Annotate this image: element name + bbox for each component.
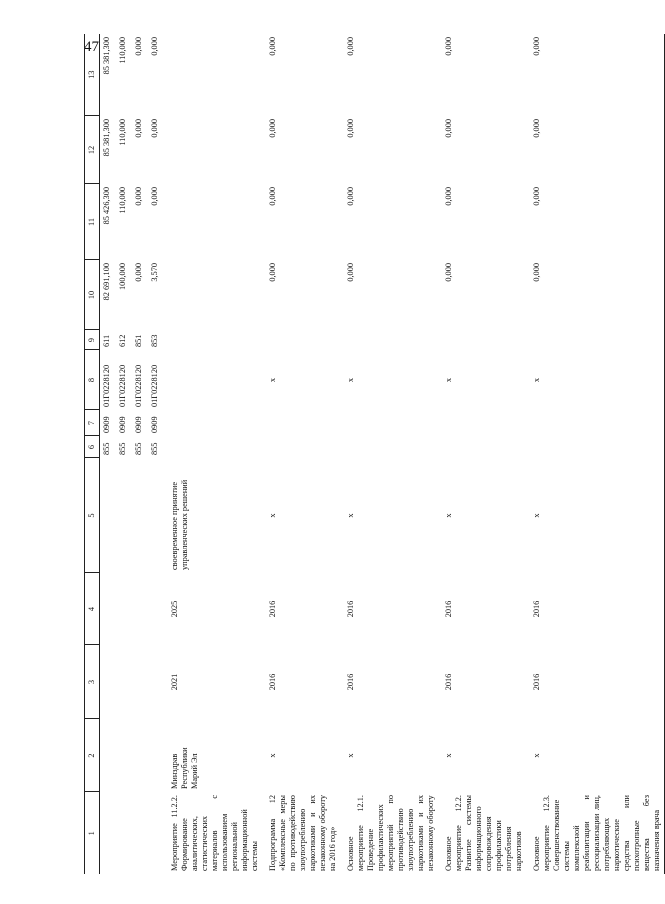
cell-value-col12: 110,000 — [118, 119, 127, 146]
cell-result: х — [268, 513, 277, 518]
cell-value-col10 — [164, 260, 262, 330]
cell-value-col11: 0,000 — [134, 187, 143, 206]
col-header-2: 2 — [85, 719, 100, 792]
cell-value-col10: 0,000 — [346, 263, 355, 282]
cell-grbs — [164, 436, 262, 458]
cell-responsible: х — [526, 719, 665, 792]
cell-value-col11: 0,000 — [444, 187, 453, 206]
cell-result: х — [444, 513, 453, 518]
cell-value-col13: 85 381,300 — [102, 37, 111, 75]
cell-csr: х — [346, 377, 355, 383]
cell-vr — [526, 330, 665, 350]
rotated-table-canvas — [84, 34, 661, 874]
cell-value-col10: 100,000 — [118, 263, 127, 290]
cell-vr: 853 — [150, 334, 159, 347]
cell-program-name: Основное мероприятие 12.1. Проведение профилактических мероприятий по противодействию злоупотреблению наркотиками и их незаконному обороту — [346, 795, 435, 871]
cell-program-name — [132, 792, 148, 874]
cell-csr: х — [268, 377, 277, 383]
cell-vr: 612 — [118, 334, 127, 347]
col-header-9: 9 — [85, 330, 100, 350]
col-header-8: 8 — [85, 350, 100, 410]
col-header-12: 12 — [85, 116, 100, 184]
cell-grbs — [262, 436, 340, 458]
cell-responsible — [132, 719, 148, 792]
cell-vr — [438, 330, 526, 350]
cell-result — [116, 458, 132, 573]
cell-rzpr — [164, 410, 262, 436]
cell-value-col13 — [164, 34, 262, 116]
cell-start-year: 2021 — [170, 673, 179, 691]
cell-start-year: 2016 — [268, 673, 277, 691]
cell-program-name — [116, 792, 132, 874]
cell-csr: 01Г0228120 — [102, 364, 111, 407]
col-header-1: 1 — [85, 792, 100, 874]
cell-value-col12: 85 381,300 — [102, 119, 111, 157]
cell-grbs: 855 — [150, 442, 159, 455]
cell-csr: х — [444, 377, 453, 383]
cell-value-col10: 82 691,100 — [102, 263, 111, 301]
cell-grbs: 855 — [118, 442, 127, 455]
column-number-header — [85, 34, 100, 874]
cell-value-col11 — [164, 184, 262, 260]
cell-rzpr: 0909 — [150, 416, 159, 433]
cell-program-name: Подпрограмма 12 «Комплексные меры по противодействию злоупотреблению наркотиками и их незаконному обороту на 2016 год» — [268, 795, 337, 871]
table-row — [262, 34, 340, 874]
cell-end-year — [100, 573, 117, 645]
col-header-6: 6 — [85, 436, 100, 458]
cell-value-col10: 0,000 — [444, 263, 453, 282]
cell-result: х — [526, 458, 665, 573]
cell-value-col11: 0,000 — [346, 187, 355, 206]
col-header-11: 11 — [85, 184, 100, 260]
cell-rzpr — [526, 410, 665, 436]
cell-vr — [164, 330, 262, 350]
cell-value-col12: 0,000 — [134, 119, 143, 138]
cell-value-col10: 0,000 — [526, 260, 665, 330]
cell-start-year: 2016 — [346, 673, 355, 691]
cell-vr — [262, 330, 340, 350]
table-row — [164, 34, 262, 874]
cell-end-year — [148, 573, 164, 645]
cell-program-name: Основное мероприятие 12.3. Совершенствование системы комплексной реабилитации и ресоциализации лиц, потребляющих наркотические средства или психотропные вещества без назначения врача — [526, 792, 665, 874]
cell-start-year: 2016 — [444, 673, 453, 691]
rotated-table-stage — [84, 34, 661, 874]
cell-value-col12: 0,000 — [444, 119, 453, 138]
cell-result — [148, 458, 164, 573]
table-row — [148, 34, 164, 874]
table-row — [116, 34, 132, 874]
col-header-3: 3 — [85, 645, 100, 719]
cell-end-year — [132, 573, 148, 645]
cell-csr: 01Г0228120 — [118, 364, 127, 407]
cell-vr — [340, 330, 438, 350]
cell-end-year: 2025 — [170, 600, 179, 618]
cell-csr — [164, 350, 262, 410]
cell-rzpr — [340, 410, 438, 436]
cell-grbs: 855 — [102, 442, 111, 455]
cell-rzpr: 0909 — [118, 416, 127, 433]
cell-end-year: 2016 — [346, 600, 355, 618]
cell-value-col13: 0,000 — [268, 37, 277, 56]
cell-start-year — [148, 645, 164, 719]
col-header-13: 13 — [85, 34, 100, 116]
cell-start-year — [100, 645, 117, 719]
table-row — [340, 34, 438, 874]
cell-rzpr — [262, 410, 340, 436]
cell-start-year: 2016 — [526, 645, 665, 719]
cell-value-col13: 0,000 — [346, 37, 355, 56]
cell-start-year — [116, 645, 132, 719]
cell-value-col12: 0,000 — [268, 119, 277, 138]
cell-program-name — [100, 792, 117, 874]
cell-program-name: Мероприятие 11.2.2. Формирование аналитических, статистических материалов с использованием региональной информационной системы — [170, 795, 259, 871]
page-number: 47 — [84, 39, 99, 55]
cell-rzpr: 0909 — [102, 416, 111, 433]
cell-value-col11: 85 426,300 — [102, 187, 111, 225]
cell-value-col12: 0,000 — [346, 119, 355, 138]
cell-responsible — [100, 719, 117, 792]
table-row — [526, 34, 665, 874]
cell-csr: 01Г0228120 — [134, 364, 143, 407]
cell-end-year — [116, 573, 132, 645]
cell-value-col11: 110,000 — [118, 187, 127, 214]
cell-value-col12: 0,000 — [526, 116, 665, 184]
cell-responsible — [148, 719, 164, 792]
cell-end-year: 2016 — [444, 600, 453, 618]
cell-value-col13: 0,000 — [444, 37, 453, 56]
cell-program-name: Основное мероприятие 12.2. Развитие системы информационного сопровождения профилактики потребления наркотиков — [444, 795, 523, 871]
col-header-4: 4 — [85, 573, 100, 645]
cell-result: х — [346, 513, 355, 518]
cell-value-col13: 0,000 — [526, 34, 665, 116]
cell-vr: 611 — [102, 334, 111, 347]
cell-result: своевременное принятие управленческих решений — [170, 479, 189, 570]
cell-value-col11: 0,000 — [150, 187, 159, 206]
cell-value-col11: 0,000 — [526, 184, 665, 260]
cell-value-col10: 0,000 — [134, 263, 143, 282]
cell-responsible: х — [444, 753, 453, 758]
cell-value-col13: 0,000 — [150, 37, 159, 56]
cell-csr: х — [526, 350, 665, 410]
cell-grbs: 855 — [134, 442, 143, 455]
cell-rzpr — [438, 410, 526, 436]
col-header-10: 10 — [85, 260, 100, 330]
col-header-5: 5 — [85, 458, 100, 573]
table-row — [132, 34, 148, 874]
cell-program-name — [148, 792, 164, 874]
cell-grbs — [340, 436, 438, 458]
col-header-7: 7 — [85, 410, 100, 436]
cell-responsible — [116, 719, 132, 792]
cell-end-year: 2016 — [526, 573, 665, 645]
cell-vr: 851 — [134, 334, 143, 347]
cell-grbs — [438, 436, 526, 458]
cell-responsible: х — [346, 753, 355, 758]
cell-value-col13: 110,000 — [118, 37, 127, 64]
cell-csr: 01Г0228120 — [150, 364, 159, 407]
cell-value-col10: 0,000 — [268, 263, 277, 282]
cell-result — [100, 458, 117, 573]
cell-value-col11: 0,000 — [268, 187, 277, 206]
table-row — [438, 34, 526, 874]
cell-value-col12: 0,000 — [150, 119, 159, 138]
program-table — [84, 34, 665, 874]
cell-start-year — [132, 645, 148, 719]
cell-value-col12 — [164, 116, 262, 184]
cell-value-col13: 0,000 — [134, 37, 143, 56]
cell-end-year: 2016 — [268, 600, 277, 618]
cell-value-col10: 3,570 — [150, 263, 159, 282]
cell-rzpr: 0909 — [134, 416, 143, 433]
cell-result — [132, 458, 148, 573]
cell-responsible: х — [268, 753, 277, 758]
cell-grbs — [526, 436, 665, 458]
table-row — [100, 34, 117, 874]
cell-responsible: Минздрав Республики Марий Эл — [170, 747, 199, 789]
